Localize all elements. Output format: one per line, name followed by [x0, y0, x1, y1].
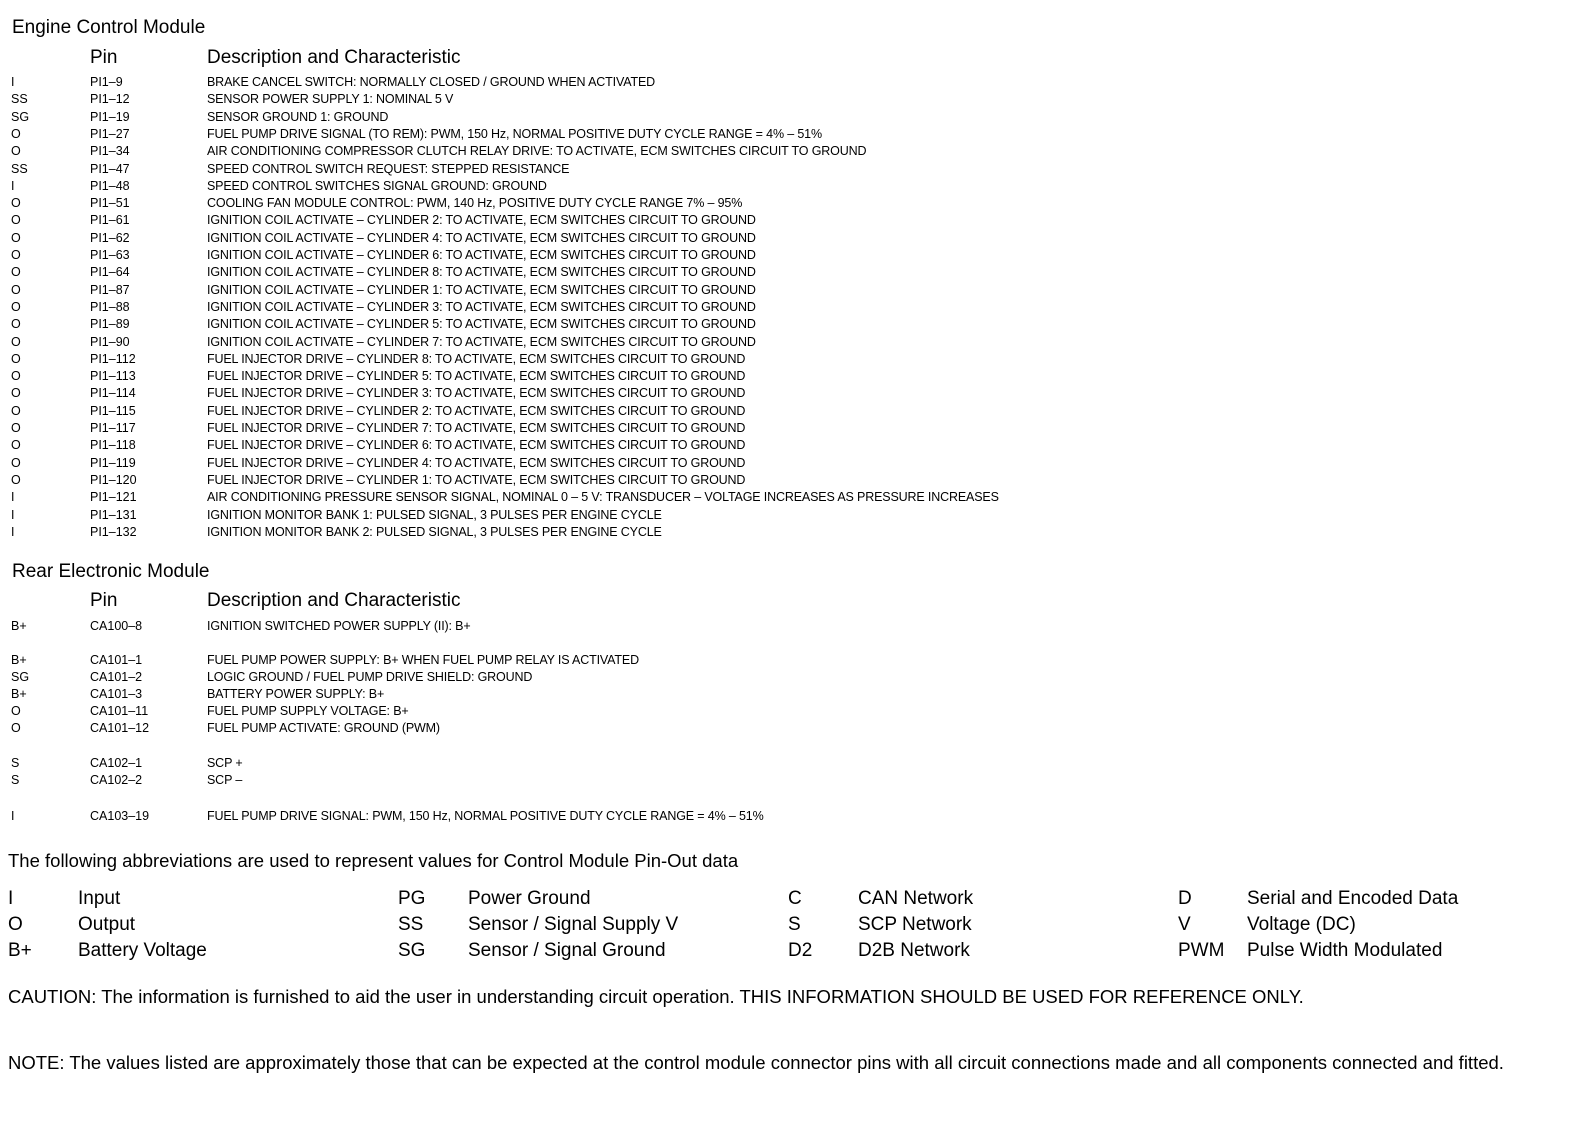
pin-number: PI1–51 — [90, 196, 130, 211]
abbreviation-meaning: Output — [78, 914, 136, 935]
pin-number: PI1–61 — [90, 213, 130, 228]
ecm-title: Engine Control Module — [12, 17, 206, 38]
pin-description: IGNITION SWITCHED POWER SUPPLY (II): B+ — [207, 619, 471, 633]
pin-number: PI1–48 — [90, 178, 130, 193]
pin-type: SG — [11, 670, 30, 684]
abbreviation-code: B+ — [8, 940, 32, 961]
pin-description: SPEED CONTROL SWITCH REQUEST: STEPPED RESISTANCE — [207, 161, 570, 176]
pin-description: IGNITION MONITOR BANK 2: PULSED SIGNAL, 3 PULSES PER ENGINE CYCLE — [207, 524, 662, 539]
pin-number: CA101–11 — [90, 704, 149, 718]
abbreviation-code: V — [1178, 914, 1191, 935]
abbreviation-code: SS — [398, 914, 424, 935]
pin-description: IGNITION COIL ACTIVATE – CYLINDER 1: TO ACTIVATE, ECM SWITCHES CIRCUIT TO GROUND — [207, 282, 756, 297]
pin-number: PI1–117 — [90, 421, 136, 435]
pin-description: AIR CONDITIONING COMPRESSOR CLUTCH RELAY DRIVE: TO ACTIVATE, ECM SWITCHES CIRCUIT TO GROUND — [207, 144, 867, 159]
pin-type: O — [11, 455, 21, 470]
abbreviation-meaning: CAN Network — [858, 888, 974, 909]
pin-number: CA102–2 — [90, 773, 143, 787]
pin-description: IGNITION COIL ACTIVATE – CYLINDER 2: TO ACTIVATE, ECM SWITCHES CIRCUIT TO GROUND — [207, 213, 756, 228]
pin-number: CA101–12 — [90, 721, 150, 735]
pin-description: IGNITION MONITOR BANK 1: PULSED SIGNAL, 3 PULSES PER ENGINE CYCLE — [207, 507, 662, 522]
pin-type: O — [11, 196, 21, 211]
abbreviation-meaning: Sensor / Signal Supply V — [468, 914, 679, 935]
ecm-pin-header: Pin — [90, 47, 118, 68]
pin-number: CA100–8 — [90, 619, 143, 633]
pin-description: IGNITION COIL ACTIVATE – CYLINDER 5: TO ACTIVATE, ECM SWITCHES CIRCUIT TO GROUND — [207, 317, 756, 332]
pin-description: FUEL INJECTOR DRIVE – CYLINDER 2: TO ACTIVATE, ECM SWITCHES CIRCUIT TO GROUND — [207, 403, 746, 418]
pin-type: O — [11, 472, 21, 487]
rem-pin-header: Pin — [90, 590, 118, 611]
pin-type: O — [11, 403, 21, 418]
pin-type: O — [11, 721, 21, 735]
pin-number: PI1–132 — [90, 524, 137, 539]
pin-type: B+ — [11, 619, 27, 633]
abbreviation-code: O — [8, 914, 23, 935]
pin-description: FUEL INJECTOR DRIVE – CYLINDER 8: TO ACTIVATE, ECM SWITCHES CIRCUIT TO GROUND — [207, 351, 746, 366]
pin-number: PI1–47 — [90, 161, 130, 176]
pin-description: FUEL INJECTOR DRIVE – CYLINDER 3: TO ACTIVATE, ECM SWITCHES CIRCUIT TO GROUND — [207, 386, 746, 401]
pin-description: FUEL PUMP ACTIVATE: GROUND (PWM) — [207, 721, 440, 735]
abbreviation-code: PWM — [1178, 940, 1225, 961]
pin-type: O — [11, 248, 21, 262]
pin-number: CA101–1 — [90, 653, 143, 667]
rem-desc-header: Description and Characteristic — [207, 590, 461, 611]
pin-type: I — [11, 178, 15, 193]
abbreviation-meaning: Sensor / Signal Ground — [468, 940, 666, 961]
pin-type: O — [11, 438, 21, 453]
abbreviation-meaning: Input — [78, 888, 121, 909]
pin-description: FUEL INJECTOR DRIVE – CYLINDER 6: TO ACTIVATE, ECM SWITCHES CIRCUIT TO GROUND — [207, 438, 746, 453]
abbreviation-meaning: Pulse Width Modulated — [1247, 940, 1443, 961]
pin-number: CA103–19 — [90, 809, 150, 823]
pin-description: BRAKE CANCEL SWITCH: NORMALLY CLOSED / GROUND WHEN ACTIVATED — [207, 75, 656, 89]
pin-number: CA101–2 — [90, 670, 143, 684]
pin-description: BATTERY POWER SUPPLY: B+ — [207, 687, 385, 701]
pin-type: O — [11, 144, 21, 159]
pin-description: IGNITION COIL ACTIVATE – CYLINDER 3: TO ACTIVATE, ECM SWITCHES CIRCUIT TO GROUND — [207, 299, 756, 314]
pin-type: O — [11, 369, 21, 384]
pin-number: CA102–1 — [90, 756, 143, 770]
pin-description: COOLING FAN MODULE CONTROL: PWM, 140 Hz, POSITIVE DUTY CYCLE RANGE 7% – 95% — [207, 196, 743, 211]
pin-description: FUEL PUMP DRIVE SIGNAL (TO REM): PWM, 150 Hz, NORMAL POSITIVE DUTY CYCLE RANGE = 4% – 51% — [207, 126, 822, 141]
pin-type: B+ — [11, 687, 27, 701]
pin-description: FUEL PUMP POWER SUPPLY: B+ WHEN FUEL PUMP RELAY IS ACTIVATED — [207, 653, 639, 667]
abbreviation-meaning: D2B Network — [858, 940, 970, 961]
pin-type: O — [11, 334, 21, 349]
caution-text: CAUTION: The information is furnished to aid the user in understanding circuit operation. THIS INFORMATION SHOULD BE USED FOR REFERENCE ONLY. — [8, 986, 1304, 1007]
pin-description: FUEL INJECTOR DRIVE – CYLINDER 7: TO ACTIVATE, ECM SWITCHES CIRCUIT TO GROUND — [207, 421, 746, 435]
pin-number: PI1–12 — [90, 92, 130, 107]
pin-number: PI1–27 — [90, 126, 130, 141]
pin-description: IGNITION COIL ACTIVATE – CYLINDER 6: TO ACTIVATE, ECM SWITCHES CIRCUIT TO GROUND — [207, 248, 756, 262]
abbreviation-meaning: Voltage (DC) — [1247, 914, 1356, 935]
pin-type: O — [11, 351, 21, 366]
abbreviation-meaning: Battery Voltage — [78, 940, 207, 961]
pin-description: FUEL INJECTOR DRIVE – CYLINDER 4: TO ACTIVATE, ECM SWITCHES CIRCUIT TO GROUND — [207, 455, 746, 470]
note-text: NOTE: The values listed are approximately those that can be expected at the control module connector pins with all circuit connections made and all components connected and fitted. — [8, 1052, 1504, 1073]
pin-type: O — [11, 299, 21, 314]
pin-number: PI1–113 — [90, 369, 136, 384]
pin-number: PI1–88 — [90, 299, 130, 314]
pin-type: S — [11, 773, 20, 787]
pin-type: I — [11, 524, 15, 539]
pin-number: PI1–34 — [90, 144, 130, 159]
pin-number: PI1–63 — [90, 248, 130, 262]
pin-description: FUEL INJECTOR DRIVE – CYLINDER 1: TO ACTIVATE, ECM SWITCHES CIRCUIT TO GROUND — [207, 472, 746, 487]
pin-description: AIR CONDITIONING PRESSURE SENSOR SIGNAL, NOMINAL 0 – 5 V: TRANSDUCER – VOLTAGE INCREASES AS PRESSURE INCREASES — [207, 490, 999, 505]
pin-description: FUEL INJECTOR DRIVE – CYLINDER 5: TO ACTIVATE, ECM SWITCHES CIRCUIT TO GROUND — [207, 369, 746, 384]
pin-number: PI1–87 — [90, 282, 130, 297]
pin-type: S — [11, 756, 20, 770]
pin-type: SS — [11, 161, 28, 176]
pin-description: SCP + — [207, 756, 243, 770]
pin-description: SPEED CONTROL SWITCHES SIGNAL GROUND: GROUND — [207, 178, 547, 193]
pin-type: I — [11, 75, 15, 89]
pin-description: IGNITION COIL ACTIVATE – CYLINDER 4: TO ACTIVATE, ECM SWITCHES CIRCUIT TO GROUND — [207, 230, 756, 245]
abbreviation-meaning: Power Ground — [468, 888, 591, 909]
pin-description: FUEL PUMP SUPPLY VOLTAGE: B+ — [207, 704, 409, 718]
abbreviation-meaning: SCP Network — [858, 914, 972, 935]
pin-type: B+ — [11, 653, 27, 667]
pin-type: O — [11, 386, 21, 401]
pin-number: PI1–9 — [90, 75, 123, 89]
pin-description: FUEL PUMP DRIVE SIGNAL: PWM, 150 Hz, NORMAL POSITIVE DUTY CYCLE RANGE = 4% – 51% — [207, 809, 764, 823]
pin-description: LOGIC GROUND / FUEL PUMP DRIVE SHIELD: GROUND — [207, 670, 533, 684]
pin-type: O — [11, 213, 21, 228]
pin-type: I — [11, 507, 15, 522]
pin-number: PI1–19 — [90, 109, 130, 124]
abbreviation-code: SG — [398, 940, 426, 961]
rem-title: Rear Electronic Module — [12, 561, 210, 582]
abbreviation-code: PG — [398, 888, 426, 909]
pin-number: PI1–119 — [90, 455, 136, 470]
pin-description: IGNITION COIL ACTIVATE – CYLINDER 7: TO ACTIVATE, ECM SWITCHES CIRCUIT TO GROUND — [207, 334, 756, 349]
pin-type: O — [11, 282, 21, 297]
pin-type: O — [11, 265, 21, 280]
abbreviation-code: D2 — [788, 940, 813, 961]
pin-description: IGNITION COIL ACTIVATE – CYLINDER 8: TO ACTIVATE, ECM SWITCHES CIRCUIT TO GROUND — [207, 265, 756, 280]
pin-number: PI1–120 — [90, 472, 137, 487]
pin-number: PI1–131 — [90, 507, 137, 522]
pin-type: SG — [11, 109, 30, 124]
pin-number: PI1–90 — [90, 334, 130, 349]
pin-number: PI1–62 — [90, 230, 130, 245]
pin-number: PI1–121 — [90, 490, 137, 505]
ecm-desc-header: Description and Characteristic — [207, 47, 461, 68]
pin-type: I — [11, 490, 15, 505]
abbreviation-code: C — [788, 888, 802, 909]
pin-number: PI1–89 — [90, 317, 130, 332]
pin-number: PI1–112 — [90, 351, 136, 366]
pin-type: I — [11, 809, 15, 823]
pin-description: SCP – — [207, 773, 243, 787]
abbreviation-code: S — [788, 914, 801, 935]
pin-type: O — [11, 317, 21, 332]
pin-number: PI1–118 — [90, 438, 136, 453]
pin-type: O — [11, 230, 21, 245]
pin-number: PI1–64 — [90, 265, 130, 280]
abbreviation-meaning: Serial and Encoded Data — [1247, 888, 1459, 909]
pin-type: O — [11, 126, 21, 141]
abbreviation-code: I — [8, 888, 14, 909]
pin-type: O — [11, 704, 21, 718]
abbreviations-intro: The following abbreviations are used to represent values for Control Module Pin-Out data — [8, 850, 739, 871]
pin-type: SS — [11, 92, 28, 107]
pin-description: SENSOR GROUND 1: GROUND — [207, 109, 389, 124]
pin-type: O — [11, 421, 21, 435]
pin-description: SENSOR POWER SUPPLY 1: NOMINAL 5 V — [207, 92, 454, 107]
abbreviation-code: D — [1178, 888, 1192, 909]
pin-number: PI1–115 — [90, 403, 136, 418]
pin-number: CA101–3 — [90, 687, 143, 701]
pin-number: PI1–114 — [90, 386, 136, 401]
